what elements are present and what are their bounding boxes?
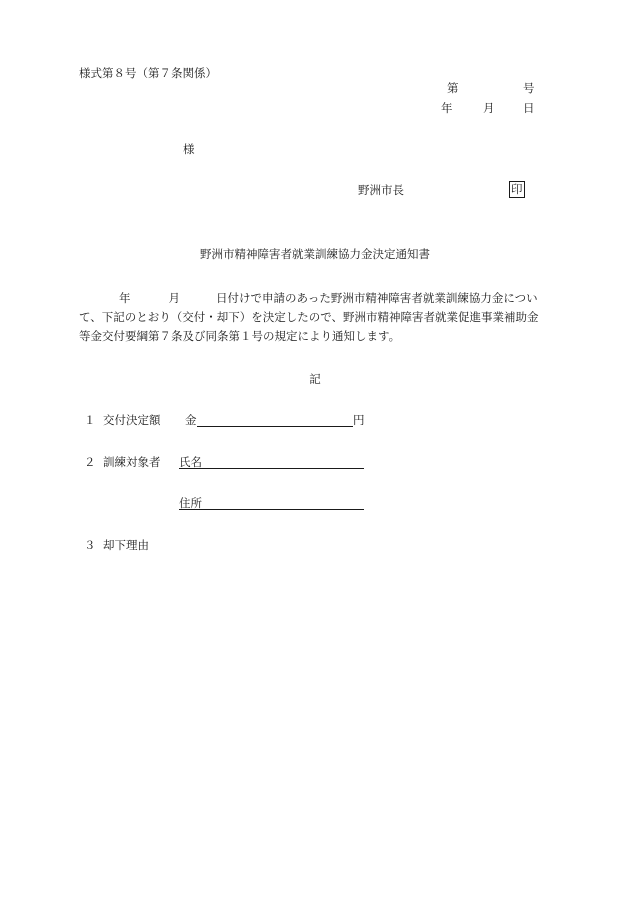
form-number: 様式第８号（第７条関係）: [79, 66, 217, 80]
trainee-address-label: 住所: [179, 496, 202, 510]
body-paragraph-line-3: 等金交付要綱第７条及び同条第１号の規定により通知します。: [79, 329, 401, 343]
document-number-suffix: 号: [523, 81, 535, 95]
date-year-label: 年: [441, 101, 453, 115]
item-2-number: ２: [84, 455, 96, 469]
trainee-name-blank-line: [179, 468, 364, 469]
body-paragraph-line-1: [79, 291, 538, 305]
document-number-prefix: 第: [447, 81, 459, 95]
body-paragraph-line-2: て、下記のとおり（交付・却下）を決定したので、野洲市精神障害者就業促進事業補助金: [79, 310, 539, 324]
body-year-label: 年: [119, 291, 131, 305]
document-title: 野洲市精神障害者就業訓練協力金決定通知書: [200, 247, 430, 261]
amount-suffix: 円: [353, 413, 365, 427]
trainee-name-label: 氏名: [179, 455, 202, 469]
item-3-label: 却下理由: [103, 538, 149, 552]
trainee-address-blank-line: [179, 509, 364, 510]
item-2-label: 訓練対象者: [103, 455, 161, 469]
seal-mark: 印: [511, 182, 523, 196]
body-month-label: 月: [168, 291, 180, 305]
body-line-1-text: 日付けで申請のあった野洲市精神障害者就業訓練協力金につい: [216, 291, 538, 305]
amount-blank-line: [197, 426, 353, 427]
item-1-number: １: [84, 413, 96, 427]
date-month-label: 月: [483, 101, 495, 115]
item-3-number: ３: [84, 538, 96, 552]
item-1-label: 交付決定額: [103, 413, 161, 427]
ki-heading: 記: [309, 372, 321, 386]
date-day-label: 日: [523, 101, 535, 115]
addressee-honorific: 様: [183, 142, 195, 156]
issuer-name: 野洲市長: [358, 183, 404, 197]
amount-prefix: 金: [185, 413, 197, 427]
